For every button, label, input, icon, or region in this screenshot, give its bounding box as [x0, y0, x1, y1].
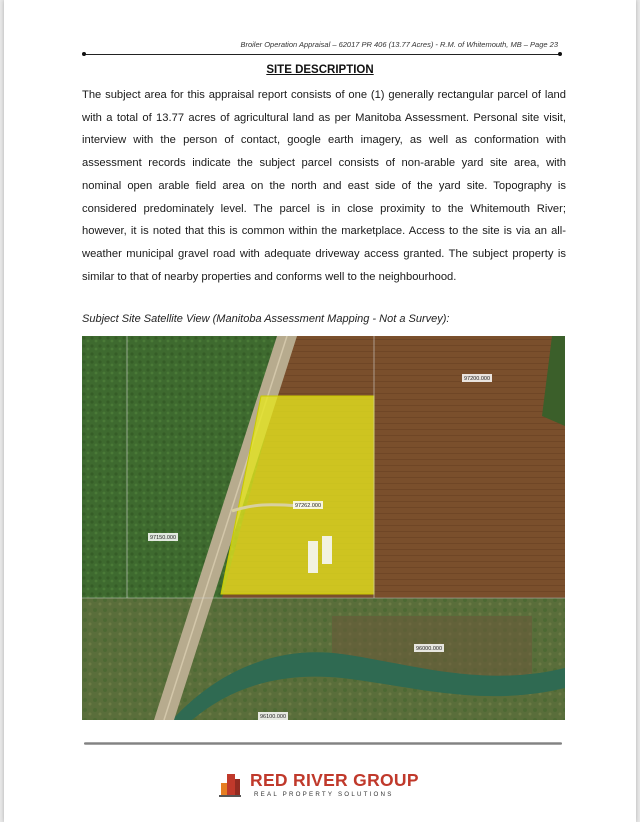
- section-title: SITE DESCRIPTION: [266, 64, 374, 76]
- logo-tagline: REAL PROPERTY SOLUTIONS: [254, 791, 394, 798]
- company-logo: [218, 768, 438, 804]
- running-header: Broiler Operation Appraisal – 62017 PR 406 (13.77 Acres) - R.M. of Whitemouth, MB – Page 23: [240, 40, 558, 49]
- satellite-map-image: [82, 336, 565, 720]
- figure-caption: Subject Site Satellite View (Manitoba Assessment Mapping - Not a Survey):: [82, 313, 450, 325]
- parcel-label-west-field: 97150.000: [150, 535, 176, 541]
- parcel-label-south-river: 96000.000: [416, 646, 442, 652]
- header-divider: [84, 54, 560, 55]
- parcel-label-south-edge: 96100.000: [260, 714, 286, 720]
- header-divider-dot-left: [82, 52, 86, 56]
- document-page: [4, 0, 636, 822]
- header-divider-dot-right: [558, 52, 562, 56]
- logo-name: RED RIVER GROUP: [250, 770, 419, 790]
- logo-building-icon: [218, 770, 242, 798]
- footer-divider: [84, 742, 562, 745]
- parcel-label-subject: 97262.000: [295, 503, 321, 509]
- parcel-label-east-field: 97200.000: [464, 376, 490, 382]
- site-description-paragraph: The subject area for this appraisal report consists of one (1) generally rectangular parcel of land with a total of 13.77 acres of agricultural land as per Manitoba Assessment. Personal site visit, interview with the person of contact, google earth imagery, as well as conformation with assessment records indicate the subject parcel consists of non-arable yard site area, with nominal open arable field area on the north and east side of the yard site. Topography is considered predominately level. The parcel is in close proximity to the Whitemouth River; however, it is noted that this is common within the marketplace. Access to the site is via an all-weather municipal gravel road with adequate driveway access granted. The subject property is similar to that of nearby properties and conforms well to the neighbourhood.: [82, 89, 566, 283]
